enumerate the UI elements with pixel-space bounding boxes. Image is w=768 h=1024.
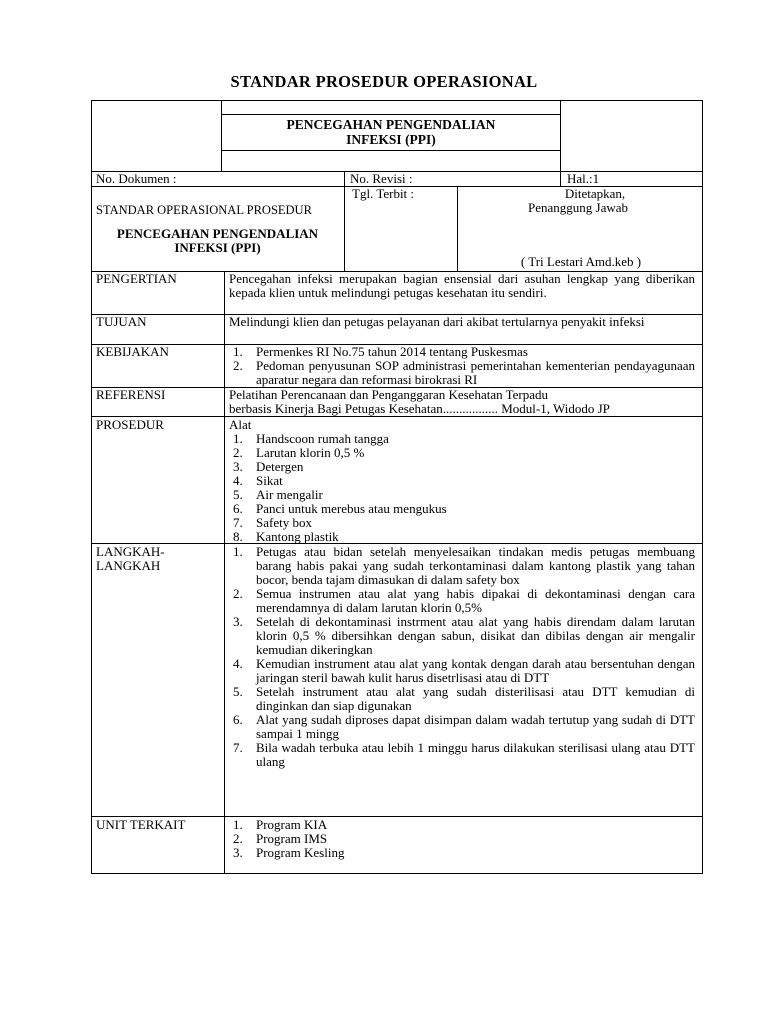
no-dokumen-label: No. Dokumen : (96, 171, 177, 186)
pengertian-text: Pencegahan infeksi merupakan bagian ensensial dari asuhan lengkap yang diberikan kepada klien untuk melindungi petugas kesehatan itu sendiri. (229, 271, 695, 300)
tujuan-text: Melindungi klien dan petugas pelayanan dari akibat tertularnya penyakit infeksi (229, 314, 645, 329)
referensi-line1: Pelatihan Perencanaan dan Penganggaran Kesehatan Terpadu (229, 387, 549, 402)
list-item: 5. Air mengalir (233, 487, 323, 502)
list-item: 3. Setelah di dekontaminasi instrment atau alat yang habis direndam dalam larutan klorin 0,5 % dibersihkan dengan sabun, disikat dan dibilas dengan air mengalir kemudian dikeringkan (233, 614, 695, 657)
unit-terkait-label: UNIT TERKAIT (96, 817, 186, 832)
sop-label: STANDAR OPERASIONAL PROSEDUR (96, 203, 312, 217)
list-item: 5. Setelah instrument atau alat yang sudah disterilisasi atau DTT kemudian di dinginkan dan siap digunakan (233, 684, 695, 713)
document-title: STANDAR PROSEDUR OPERASIONAL (230, 72, 538, 91)
list-item: 1. Handscoon rumah tangga (233, 431, 389, 446)
kebijakan-label: KEBIJAKAN (96, 344, 169, 359)
divider (344, 171, 345, 272)
list-item: 2. Larutan klorin 0,5 % (233, 445, 365, 460)
ditetapkan-label: Ditetapkan, (564, 186, 626, 201)
list-item: 3. Detergen (233, 459, 304, 474)
list-item: 1. Program KIA (233, 817, 328, 832)
kebijakan-list (229, 345, 695, 387)
list-item: 4. Sikat (233, 473, 283, 488)
list-item: 3. Program Kesling (233, 845, 345, 860)
penanggung-jawab-label: Penanggung Jawab (527, 200, 628, 215)
tujuan-label: TUJUAN (96, 314, 147, 329)
signer-name: ( Tri Lestari Amd.keb ) (520, 254, 642, 269)
referensi-label: REFERENSI (96, 387, 166, 402)
box-title-line1: PENCEGAHAN PENGENDALIAN (286, 117, 496, 132)
list-item: 2. Pedoman penyusunan SOP administrasi pemerintahan kementerian pendayagunaan aparatur negara dan reformasi birokrasi RI (233, 358, 695, 387)
divider (457, 186, 458, 272)
prosedur-intro: Alat (229, 417, 252, 432)
list-item: 6. Panci untuk merebus atau mengukus (233, 501, 447, 516)
list-item: 2. Semua instrumen atau alat yang habis dipakai di dekontaminasi dengan cara merendamnya di dalam larutan klorin 0,5% (233, 586, 695, 615)
langkah-label-line1: LANGKAH- (96, 544, 165, 559)
prosedur-content (229, 418, 695, 544)
tgl-terbit-label: Tgl. Terbit : (352, 186, 415, 201)
referensi-line2: berbasis Kinerja Bagi Petugas Kesehatan................. Modul-1, Widodo JP (229, 401, 610, 416)
list-item: 1. Petugas atau bidan setelah menyelesaikan tindakan medis petugas membuang barang habis pakai yang sudah terkontaminasi dalam kantong plastik yang tahan bocor, benda tajam dimasukan di dalam safety box (233, 544, 695, 587)
divider (91, 416, 703, 417)
list-item: 1. Permenkes RI No.75 tahun 2014 tentang Puskesmas (233, 344, 528, 359)
list-item: 2. Program IMS (233, 831, 328, 846)
divider (224, 271, 225, 874)
divider (222, 150, 560, 151)
box-title-line2: INFEKSI (PPI) (346, 132, 436, 147)
list-item: 8. Kantong plastik (233, 529, 339, 544)
sop-title-line1: PENCEGAHAN PENGENDALIAN (116, 226, 319, 241)
list-item: 6. Alat yang sudah diproses dapat disimpan dalam wadah tertutup yang sudah di DTT sampai 1 mingg (233, 712, 695, 741)
divider (222, 114, 560, 115)
no-revisi-label: No. Revisi : (350, 171, 413, 186)
sop-title-line2: INFEKSI (PPI) (174, 240, 261, 255)
divider (560, 171, 561, 186)
langkah-label-line2: LANGKAH (96, 558, 161, 573)
unit-terkait-list (229, 818, 695, 860)
langkah-list (229, 545, 695, 769)
pengertian-label: PENGERTIAN (96, 271, 177, 286)
list-item: 7. Safety box (233, 515, 312, 530)
prosedur-label: PROSEDUR (96, 417, 164, 432)
list-item: 4. Kemudian instrument atau alat yang kontak dengan darah atau bersentuhan dengan jaringan steril bawah kulit harus disetrlisasi atau di DTT (233, 656, 695, 685)
divider (560, 100, 561, 172)
hal-label: Hal.:1 (567, 171, 600, 186)
list-item: 7. Bila wadah terbuka atau lebih 1 minggu harus dilakukan sterilisasi ulang atau DTT ulang (233, 740, 695, 769)
